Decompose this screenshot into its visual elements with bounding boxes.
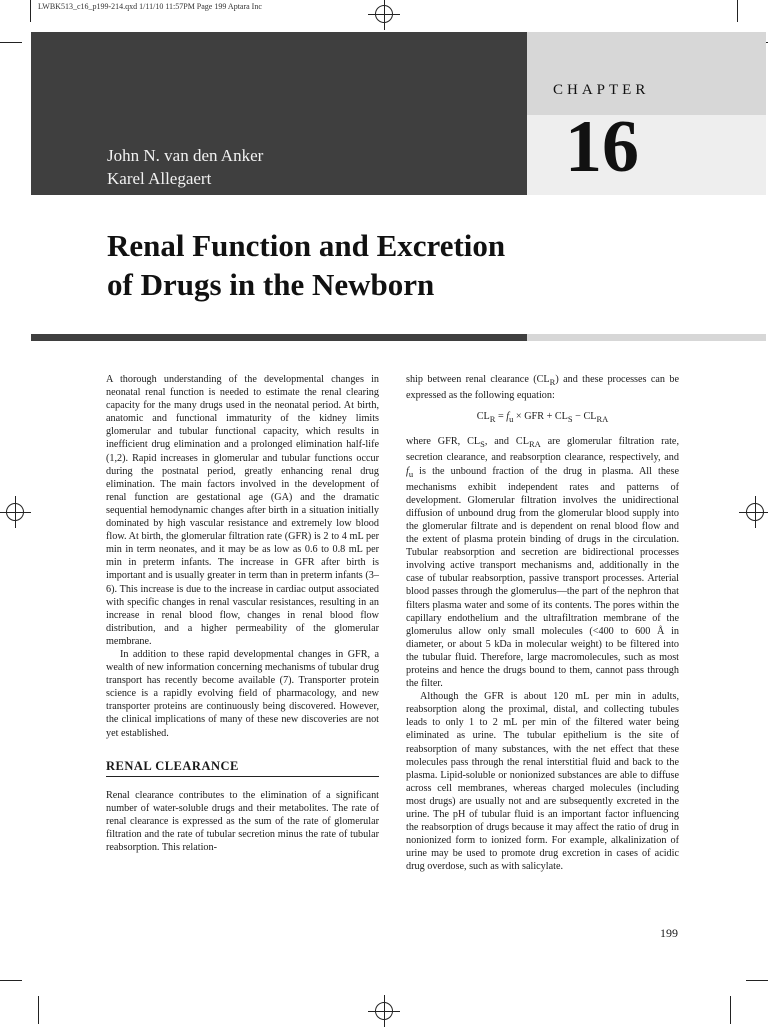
chapter-label: CHAPTER [553,82,650,98]
crop-mark [0,980,22,981]
author-list [107,144,263,190]
renal-clearance-equation: $CL_R = f_u$ × GFR + $CL_S - CL_{RA}$ [476,411,609,425]
crop-mark [38,996,39,1024]
body-paragraph: Renal clearance contributes to the elimination of a significant number of water-soluble drugs and their metabolites. The rate of renal clearance is expressed as the sum of the rate of glomerular filtration and the rate of tubular secretion minus the rate of tubular reabsorption. This relation- [106,789,379,854]
crop-mark [0,42,22,43]
registration-mark-icon [375,5,393,23]
section-heading: RENAL CLEARANCE [106,760,379,777]
body-paragraph: A thorough understanding of the developmental changes in neonatal renal function is needed to estimate the renal clearing capacity for the many drugs used in the neonatal period. At birth, anatomic and functional immaturity of the kidney limits glomerular and tubular functional capacity, which results in inefficient drug elimination and a prolonged elimination half-life (1,2). Rapid increases in glomerular and tubular functions occur during the postnatal period, greatly enhancing renal drug elimination. The main factors involved in the development of renal function are gestational age (GA) and the dramatic sequential hemodynamic changes after birth in a situation initially dominated by high vascular resistance and extremely low blood flow. At birth, the glomerular filtration rate (GFR) is 2 to 4 mL per min in term neonates, and it may be as low as 0.6 to 0.8 mL per min in preterm infants. The increase in GFR after birth is important and is usually greater in term than in preterm infants (3–6). This increase is due to the increase in cardiac output associated with specific changes in renal vascular resistances, resulting in an increase in renal blood flow, changes in renal blood flow distribution, and a higher permeability of the glomerular membrane. [106,374,379,647]
crop-mark [730,996,731,1024]
title-line: Renal Function and Excretion [107,228,506,263]
section-divider [527,334,766,341]
chapter-number: 16 [565,106,639,188]
registration-mark-icon [375,1002,393,1020]
body-paragraph: Although the GFR is about 120 mL per min in adults, reabsorption along the proximal, distal, and collecting tubules leads to only 1 to 2 mL per min of the filtered water being eliminated as urine. The tubular epithelium is the site of reabsorption of many substances, with the net effect that these molecules pass through the renal interstitial fluid and back to the plasma. Lipid-soluble or nonionized substances are able to diffuse across cell membranes, whereas charged molecules (including most drugs) are usually not and are subsequently excreted in the urine. The pH of tubular fluid is an important factor influencing the reabsorption of drugs because it may affect the ratio of drug in nonionized form to ionized form. For example, alkalinization of urine may be used to promote drug excretion in cases of acidic drug overdose, such as with salicylate. [406,691,679,873]
section-divider [31,334,527,341]
crop-mark [30,0,31,22]
registration-mark-icon [6,503,24,521]
author-name: John N. van den Anker [107,146,264,165]
page-number: 199 [660,926,678,940]
title-line: of Drugs in the Newborn [107,267,435,302]
crop-mark [746,980,768,981]
chapter-banner [31,32,527,195]
chapter-number-panel [527,32,766,195]
left-column [106,373,379,854]
crop-mark [737,0,738,22]
body-paragraph: where GFR, $CL_S$, and $CL_{RA}$ are glomerular filtration rate, secretion clearance, and reabsorption clearance, respectively, and $f_u$ is the unbound fraction of the drug in plasma. All these mechanisms exhibit independent rates and patterns of development. Glomerular filtration involves the unidirectional diffusion of unbound drug from the glomerular blood supply into the glomerular filtrate and is dependent on renal blood flow and the extent of plasma protein binding of drugs in the circulation. Tubular reabsorption and secretion are bidirectional processes involving active transport mechanisms and, additionally in the case of tubular reabsorption, passive transport processes. Arterial blood passes through the glomerulus—the part of the nephron that filters plasma water and some of its contents. The pores within the capillary endothelium and the ultrafiltration membrane of the glomerulus allow only small molecules (<400 to 600 Å in diameter, or about 5 kDa in molecular weight) to be filtered into the tubular fluid. Therefore, large macromolecules, such as most proteins and hence the drugs bound to them, cannot pass through the filter. [406,436,679,690]
body-paragraph: ship between renal clearance $(CL_R)$ and these processes can be expressed as the following equation: [406,374,680,402]
print-slug: LWBK513_c16_p199-214.qxd 1/11/10 11:57PM Page 199 Aptara Inc [38,2,262,11]
chapter-title [107,226,627,304]
author-name: Karel Allegaert [107,169,212,188]
right-column [406,373,679,874]
registration-mark-icon [746,503,764,521]
body-paragraph: In addition to these rapid developmental changes in GFR, a wealth of new information concerning mechanisms of tubular drug transport has recently become available (7). Transporter protein science is a rapidly evolving field of pharmacology, and new transporter proteins are continuously being discovered. However, the clinical implications of many of these new discoveries are not yet established. [106,648,379,739]
